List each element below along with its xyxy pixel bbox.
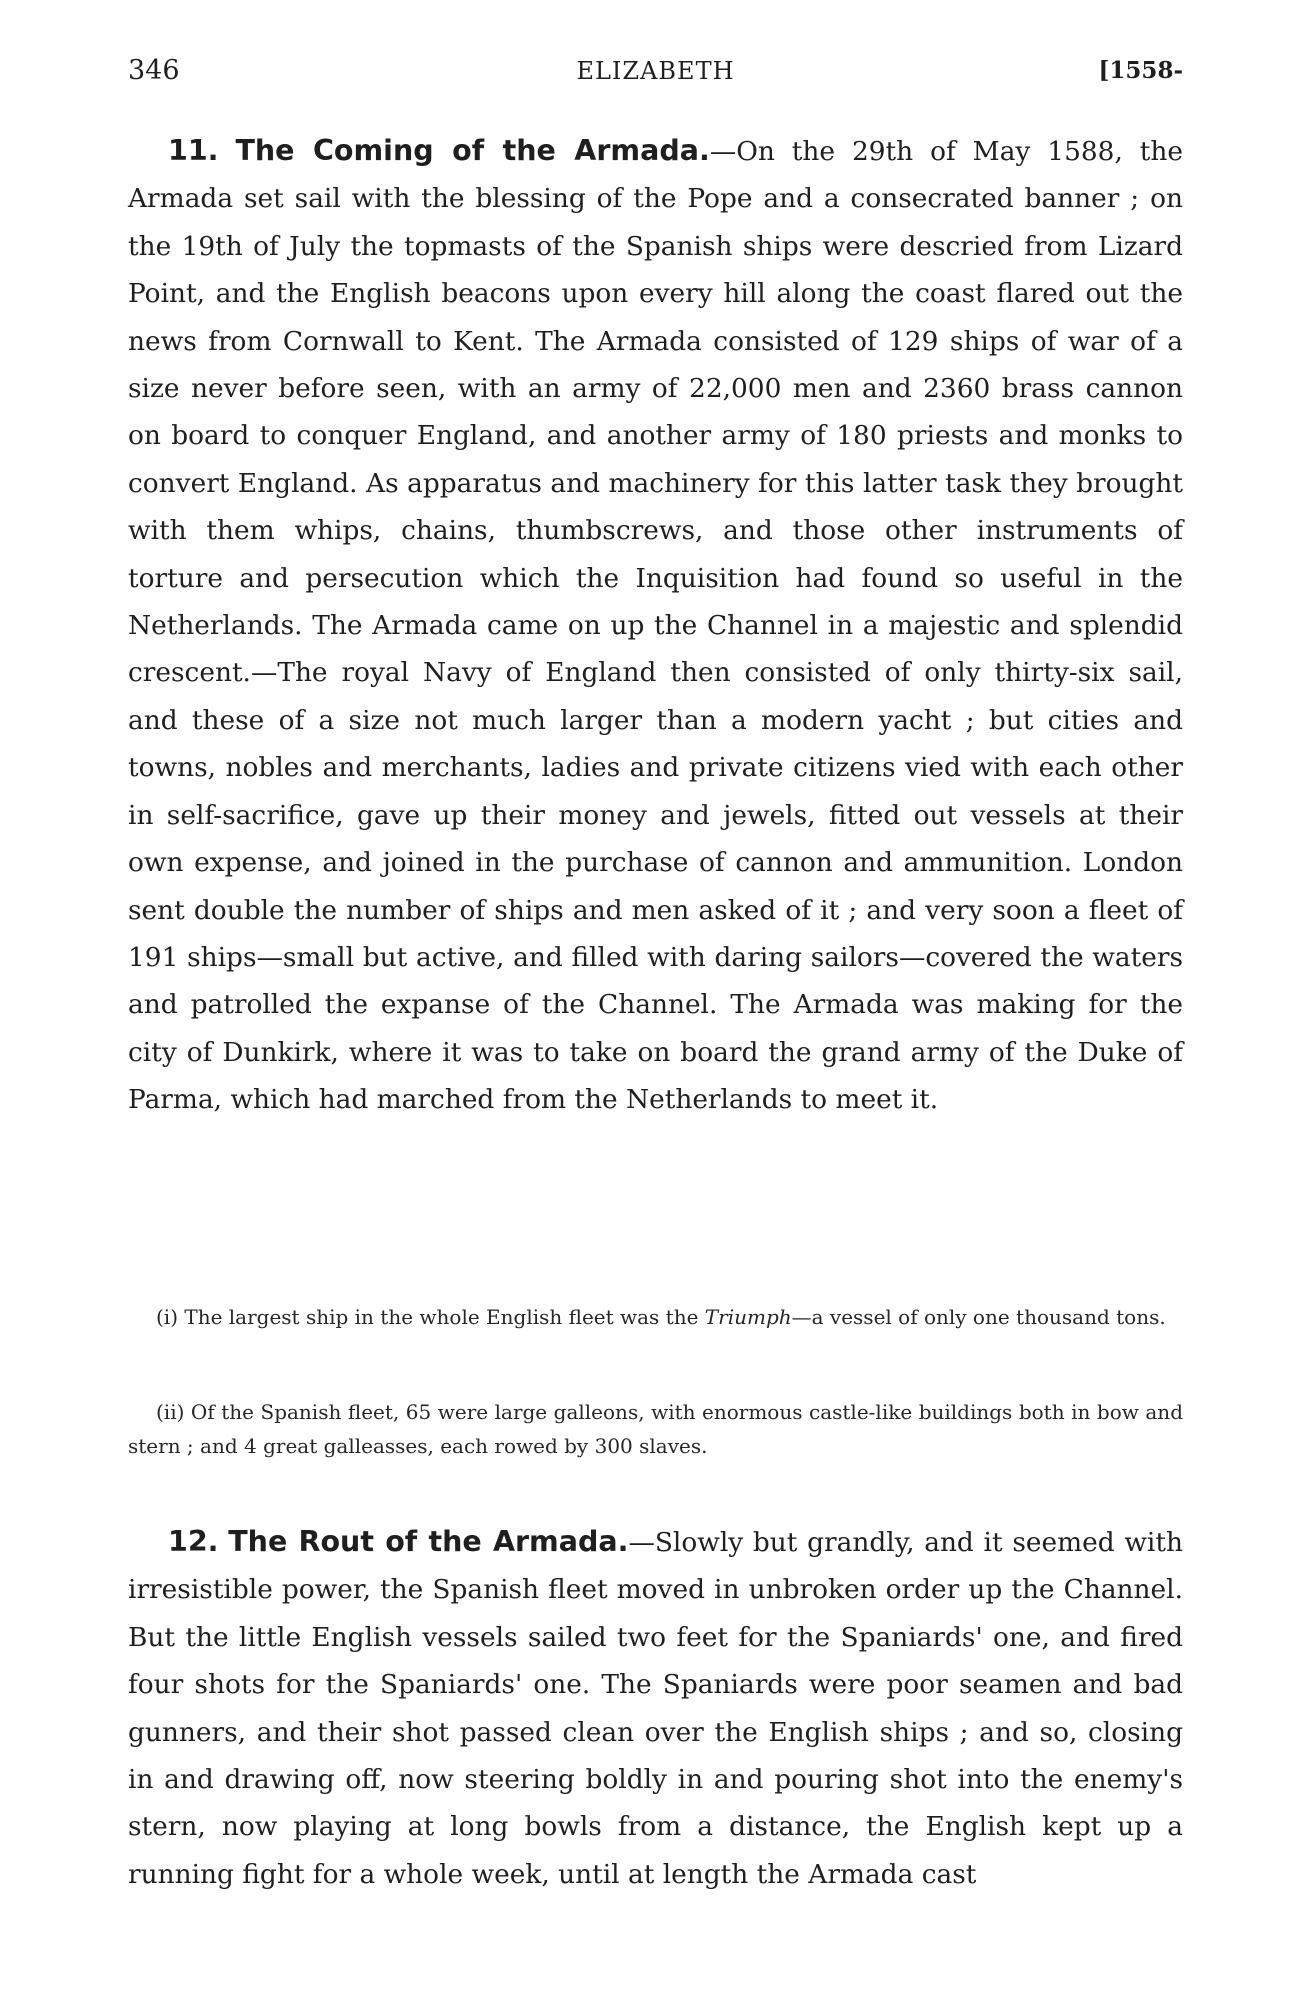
section-11-heading: The Coming of the Armada. [235, 134, 710, 167]
running-head [128, 55, 1183, 95]
section-12 [128, 1518, 1183, 1898]
running-date: [1558- [1098, 57, 1183, 84]
section-11-number: 11. [168, 134, 219, 167]
footnote-1 [128, 1300, 1183, 1334]
running-title: ELIZABETH [576, 57, 735, 85]
footnote-2 [128, 1395, 1183, 1463]
section-12-heading: The Rout of the Armada. [228, 1525, 629, 1558]
footnote-2-text: (ii) Of the Spanish fleet, 65 were large galleons, with enormous castle-like buildings both in bow and stern ; and 4 great galleasses, each rowed by 300 slaves. [128, 1400, 1183, 1458]
footnote-1-prefix: (i) The largest ship in the whole English fleet was the [156, 1305, 705, 1329]
section-12-number: 12. [168, 1525, 219, 1558]
section-11-paragraph [128, 127, 1183, 1124]
section-11 [128, 127, 1183, 1124]
footnote-1-text [128, 1300, 1183, 1334]
footnote-1-suffix: —a vessel of only one thousand tons. [791, 1305, 1166, 1329]
section-12-text: —Slowly but grandly, and it seemed with irresistible power, the Spanish fleet moved in unbroken order up the Channel. But the little English vessels sailed two feet for the Spaniards' one, and fired four shots for the Spaniards' one. The Spaniards were poor seamen and bad gunners, and their shot passed clean over the English ships ; and so, closing in and drawing off, now steering boldly in and pouring shot into the enemy's stern, now playing at long bowls from a distance, the English kept up a running fight for a whole week, until at length the Armada cast [128, 1527, 1183, 1890]
footnote-1-ship-name: Triumph [704, 1305, 792, 1329]
section-11-text: —On the 29th of May 1588, the Armada set sail with the blessing of the Pope and a consecrated banner ; on the 19th of July the topmasts of the Spanish ships were descried from Lizard Point, and the English beacons upon every hill along the coast flared out the news from Cornwall to Kent. The Armada consisted of 129 ships of war of a size never before seen, with an army of 22,000 men and 2360 brass cannon on board to conquer England, and another army of 180 priests and monks to convert England. As apparatus and machinery for this latter task they brought with them whips, chains, thumbscrews, and those other instruments of torture and persecution which the Inquisition had found so useful in the Netherlands. The Armada came on up the Channel in a majestic and splendid crescent.—The royal Navy of England then consisted of only thirty-six sail, and these of a size not much larger than a modern yacht ; but cities and towns, nobles and merchants, ladies and private citizens vied with each other in self-sacrifice, gave up their money and jewels, fitted out vessels at their own expense, and joined in the purchase of cannon and ammunition. London sent double the number of ships and men asked of it ; and very soon a fleet of 191 ships—small but active, and filled with daring sailors—covered the waters and patrolled the expanse of the Channel. The Armada was making for the city of Dunkirk, where it was to take on board the grand army of the Duke of Parma, which had marched from the Netherlands to meet it. [128, 136, 1184, 1116]
page-number: 346 [128, 55, 180, 86]
section-12-paragraph [128, 1518, 1183, 1898]
